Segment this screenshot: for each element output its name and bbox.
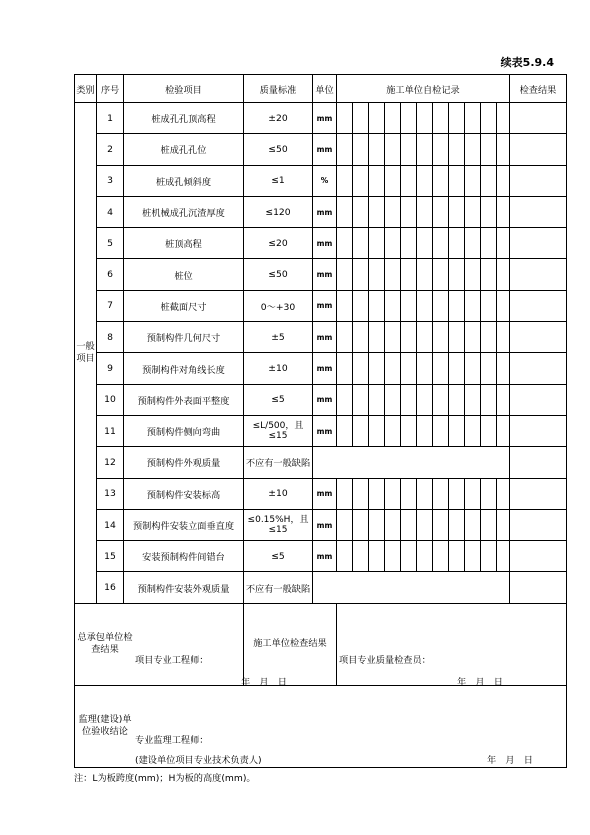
row-number: 12: [97, 447, 124, 478]
record-cell[interactable]: [465, 290, 481, 321]
record-cell[interactable]: [385, 259, 401, 290]
record-cell[interactable]: [433, 165, 449, 196]
table-row: [75, 353, 567, 384]
row-standard: ≤0.15%H，且≤15: [244, 509, 313, 540]
record-cell[interactable]: [497, 134, 510, 165]
record-cell[interactable]: [497, 228, 510, 259]
record-cell[interactable]: [449, 478, 465, 509]
record-cell[interactable]: [385, 322, 401, 353]
row-number: 3: [97, 165, 124, 196]
row-item: 预制构件安装立面垂直度: [124, 509, 244, 540]
row-number: 15: [97, 541, 124, 572]
row-number: 4: [97, 196, 124, 227]
row-unit: mm: [313, 134, 337, 165]
row-item: 预制构件侧向弯曲: [124, 415, 244, 446]
record-cell[interactable]: [449, 541, 465, 572]
record-cell[interactable]: [465, 415, 481, 446]
record-cell[interactable]: [353, 228, 369, 259]
record-cell[interactable]: [449, 509, 465, 540]
record-cell[interactable]: [385, 103, 401, 134]
record-cell[interactable]: [401, 103, 417, 134]
record-cell[interactable]: [465, 478, 481, 509]
table-row: [75, 384, 567, 415]
row-standard: 0～+30: [244, 290, 313, 321]
record-cell[interactable]: [337, 353, 353, 384]
record-cell[interactable]: [433, 290, 449, 321]
table-row: [75, 134, 567, 165]
row-standard: 不应有一般缺陷: [244, 447, 313, 478]
row-unit: mm: [313, 384, 337, 415]
row-number: 13: [97, 478, 124, 509]
supervision-engineer: 专业监理工程师：: [135, 734, 209, 746]
record-cell[interactable]: [337, 290, 353, 321]
record-cell[interactable]: [497, 509, 510, 540]
record-cell[interactable]: [481, 165, 497, 196]
record-cell[interactable]: [401, 228, 417, 259]
row-item: 预制构件外表面平整度: [124, 384, 244, 415]
record-cell[interactable]: [401, 290, 417, 321]
construction-block: [337, 603, 567, 688]
row-standard: ±5: [244, 322, 313, 353]
record-cell[interactable]: [433, 541, 449, 572]
result-cell[interactable]: [510, 478, 567, 509]
record-cell[interactable]: [337, 509, 353, 540]
record-cell[interactable]: [337, 541, 353, 572]
construction-label-cell: [244, 603, 337, 685]
result-cell[interactable]: [510, 572, 567, 603]
record-cell[interactable]: [465, 322, 481, 353]
record-cell[interactable]: [433, 228, 449, 259]
table-row: [75, 572, 567, 603]
record-cell[interactable]: [401, 541, 417, 572]
record-cell[interactable]: [369, 353, 385, 384]
record-cell[interactable]: [481, 322, 497, 353]
table-row: [75, 228, 567, 259]
record-cell[interactable]: [337, 322, 353, 353]
record-cell[interactable]: [417, 322, 433, 353]
record-cell[interactable]: [369, 103, 385, 134]
record-cell[interactable]: [417, 290, 433, 321]
record-cell[interactable]: [401, 478, 417, 509]
record-cell[interactable]: [337, 478, 353, 509]
record-cell[interactable]: [337, 196, 353, 227]
header-result: 检查结果: [510, 75, 567, 103]
record-cell[interactable]: [417, 541, 433, 572]
result-cell[interactable]: [510, 196, 567, 227]
record-cell[interactable]: [353, 509, 369, 540]
record-cell[interactable]: [401, 353, 417, 384]
record-cell[interactable]: [401, 415, 417, 446]
record-cell[interactable]: [401, 165, 417, 196]
record-cell[interactable]: [417, 103, 433, 134]
record-cell[interactable]: [497, 478, 510, 509]
record-cell[interactable]: [449, 415, 465, 446]
row-item: 预制构件外观质量: [124, 447, 244, 478]
signature-row-contractor: [75, 603, 567, 685]
record-cell[interactable]: [337, 134, 353, 165]
record-cell[interactable]: [369, 384, 385, 415]
record-cell[interactable]: [417, 165, 433, 196]
row-number: 2: [97, 134, 124, 165]
row-standard: ≤5: [244, 541, 313, 572]
record-cell[interactable]: [353, 134, 369, 165]
record-cell[interactable]: [433, 259, 449, 290]
table-row: [75, 478, 567, 509]
row-number: 16: [97, 572, 124, 603]
record-cell[interactable]: [433, 415, 449, 446]
row-unit: mm: [313, 509, 337, 540]
record-cell[interactable]: [433, 103, 449, 134]
record-cell[interactable]: [385, 290, 401, 321]
record-cell[interactable]: [433, 384, 449, 415]
table-row: [75, 290, 567, 321]
record-cell[interactable]: [481, 259, 497, 290]
record-cell[interactable]: [353, 415, 369, 446]
record-cell[interactable]: [465, 509, 481, 540]
record-cell[interactable]: [401, 509, 417, 540]
record-cell[interactable]: [465, 134, 481, 165]
row-standard: ≤50: [244, 259, 313, 290]
result-cell[interactable]: [510, 103, 567, 134]
row-number: 1: [97, 103, 124, 134]
record-cell[interactable]: [449, 228, 465, 259]
row-unit: mm: [313, 415, 337, 446]
record-cell[interactable]: [465, 353, 481, 384]
record-cell[interactable]: [385, 541, 401, 572]
record-cell[interactable]: [417, 478, 433, 509]
record-cell[interactable]: [417, 353, 433, 384]
row-number: 11: [97, 415, 124, 446]
row-unit: mm: [313, 322, 337, 353]
record-cell[interactable]: [433, 196, 449, 227]
record-cell[interactable]: [449, 165, 465, 196]
record-cell[interactable]: [417, 228, 433, 259]
row-item: 预制构件安装标高: [124, 478, 244, 509]
record-cell[interactable]: [481, 509, 497, 540]
record-cell[interactable]: [481, 103, 497, 134]
record-cell[interactable]: [497, 322, 510, 353]
row-standard: ≤1: [244, 165, 313, 196]
table-row: [75, 103, 567, 134]
row-standard: ±20: [244, 103, 313, 134]
table-row: [75, 322, 567, 353]
record-cell[interactable]: [337, 165, 353, 196]
record-cell[interactable]: [385, 196, 401, 227]
result-cell[interactable]: [510, 384, 567, 415]
row-item: 预制构件安装外观质量: [124, 572, 244, 603]
record-cell[interactable]: [353, 259, 369, 290]
record-cell[interactable]: [417, 134, 433, 165]
record-cell[interactable]: [497, 165, 510, 196]
inspection-table: [74, 74, 567, 768]
row-unit: mm: [313, 353, 337, 384]
record-cell[interactable]: [417, 259, 433, 290]
record-cell[interactable]: [497, 103, 510, 134]
record-cell[interactable]: [353, 384, 369, 415]
record-cell[interactable]: [369, 541, 385, 572]
record-cell[interactable]: [369, 415, 385, 446]
row-unit: mm: [313, 103, 337, 134]
row-item: 桩位: [124, 259, 244, 290]
contractor-engineer: 项目专业工程师：: [135, 654, 209, 666]
record-cell[interactable]: [353, 353, 369, 384]
record-cell[interactable]: [481, 290, 497, 321]
row-unit: mm: [313, 541, 337, 572]
record-cell[interactable]: [369, 196, 385, 227]
record-cell[interactable]: [385, 509, 401, 540]
record-cell[interactable]: [465, 259, 481, 290]
record-cell[interactable]: [449, 353, 465, 384]
record-cell[interactable]: [369, 165, 385, 196]
record-cell[interactable]: [497, 290, 510, 321]
result-cell[interactable]: [510, 165, 567, 196]
row-standard: ±10: [244, 478, 313, 509]
contractor-block: [75, 603, 287, 688]
table-row: [75, 447, 567, 478]
header-category: 类别: [75, 75, 97, 103]
row-item: 桩机械成孔沉渣厚度: [124, 196, 244, 227]
row-item: 安装预制构件间错台: [124, 541, 244, 572]
record-cell[interactable]: [497, 196, 510, 227]
record-cell[interactable]: [353, 103, 369, 134]
record-cell[interactable]: [353, 196, 369, 227]
row-number: 6: [97, 259, 124, 290]
record-cell[interactable]: [417, 196, 433, 227]
row-item: 桩成孔孔顶高程: [124, 103, 244, 134]
row-number: 8: [97, 322, 124, 353]
record-cell[interactable]: [337, 228, 353, 259]
record-cell[interactable]: [481, 134, 497, 165]
record-cell[interactable]: [385, 415, 401, 446]
row-unit: mm: [313, 259, 337, 290]
record-cell[interactable]: [465, 103, 481, 134]
record-cell[interactable]: [401, 134, 417, 165]
record-cell[interactable]: [385, 478, 401, 509]
record-cell[interactable]: [337, 384, 353, 415]
result-cell[interactable]: [510, 541, 567, 572]
record-cell[interactable]: [465, 196, 481, 227]
record-cell[interactable]: [417, 415, 433, 446]
record-cell[interactable]: [481, 353, 497, 384]
record-cell[interactable]: [353, 478, 369, 509]
row-number: 14: [97, 509, 124, 540]
result-cell[interactable]: [510, 509, 567, 540]
record-cell[interactable]: [433, 478, 449, 509]
header-seq: 序号: [97, 75, 124, 103]
record-cell[interactable]: [337, 259, 353, 290]
row-number: 7: [97, 290, 124, 321]
row-standard: ≤5: [244, 384, 313, 415]
category-cell: 一般项目: [75, 103, 97, 604]
record-cell[interactable]: [369, 259, 385, 290]
supervision-label: 监理(建设)单位验收结论: [78, 714, 132, 738]
record-cell[interactable]: [481, 541, 497, 572]
footnote: 注：L为板跨度(mm)；H为板的高度(mm)。: [74, 773, 256, 784]
record-cell[interactable]: [369, 322, 385, 353]
record-cell[interactable]: [449, 259, 465, 290]
contractor-date: 年 月 日: [241, 676, 287, 688]
record-cell[interactable]: [481, 478, 497, 509]
record-cell[interactable]: [449, 134, 465, 165]
row-number: 10: [97, 384, 124, 415]
supervision-block: [75, 685, 567, 767]
record-cell[interactable]: [385, 353, 401, 384]
record-cell[interactable]: [385, 228, 401, 259]
result-cell[interactable]: [510, 322, 567, 353]
construction-inspector: 项目专业质量检查员：: [339, 654, 431, 666]
row-number: 9: [97, 353, 124, 384]
record-cell[interactable]: [401, 322, 417, 353]
record-cell[interactable]: [417, 384, 433, 415]
record-cell[interactable]: [353, 541, 369, 572]
row-item: 桩成孔倾斜度: [124, 165, 244, 196]
record-cell[interactable]: [369, 134, 385, 165]
row-number: 5: [97, 228, 124, 259]
record-cell[interactable]: [369, 290, 385, 321]
record-cell[interactable]: [465, 541, 481, 572]
row-item: 桩成孔孔位: [124, 134, 244, 165]
record-cell[interactable]: [401, 259, 417, 290]
record-cell[interactable]: [433, 509, 449, 540]
row-item: 桩截面尺寸: [124, 290, 244, 321]
record-cell[interactable]: [433, 353, 449, 384]
record-cell[interactable]: [449, 290, 465, 321]
record-area[interactable]: [313, 447, 510, 478]
row-item: 预制构件对角线长度: [124, 353, 244, 384]
header-unit: 单位: [313, 75, 337, 103]
record-cell[interactable]: [449, 384, 465, 415]
continuation-label: 续表5.9.4: [500, 56, 554, 69]
record-cell[interactable]: [369, 509, 385, 540]
record-cell[interactable]: [481, 228, 497, 259]
construction-label: 施工单位检查结果: [253, 638, 327, 650]
record-cell[interactable]: [497, 259, 510, 290]
header-item: 检验项目: [124, 75, 244, 103]
record-cell[interactable]: [481, 196, 497, 227]
row-standard: ±10: [244, 353, 313, 384]
row-unit: %: [313, 165, 337, 196]
table-row: [75, 541, 567, 572]
result-cell[interactable]: [510, 228, 567, 259]
result-cell[interactable]: [510, 259, 567, 290]
row-standard: 不应有一般缺陷: [244, 572, 313, 603]
row-standard: ≤L/500，且≤15: [244, 415, 313, 446]
record-cell[interactable]: [449, 103, 465, 134]
result-cell[interactable]: [510, 415, 567, 446]
table-row: [75, 509, 567, 540]
row-unit: mm: [313, 290, 337, 321]
supervision-date: 年 月 日: [487, 754, 533, 766]
record-cell[interactable]: [417, 509, 433, 540]
header-standard: 质量标准: [244, 75, 313, 103]
record-cell[interactable]: [449, 322, 465, 353]
contractor-label: 总承包单位检查结果: [77, 632, 133, 656]
record-cell[interactable]: [497, 541, 510, 572]
record-cell[interactable]: [369, 478, 385, 509]
construction-date: 年 月 日: [457, 676, 503, 688]
record-cell[interactable]: [385, 165, 401, 196]
row-unit: mm: [313, 228, 337, 259]
header-row: [75, 75, 567, 103]
record-cell[interactable]: [481, 415, 497, 446]
result-cell[interactable]: [510, 290, 567, 321]
supervision-owner: (建设单位项目专业技术负责人): [135, 754, 262, 766]
row-standard: ≤20: [244, 228, 313, 259]
record-cell[interactable]: [465, 165, 481, 196]
record-cell[interactable]: [353, 165, 369, 196]
record-cell[interactable]: [481, 384, 497, 415]
signature-row-supervision: [75, 685, 567, 767]
result-cell[interactable]: [510, 134, 567, 165]
row-standard: ≤120: [244, 196, 313, 227]
record-cell[interactable]: [497, 384, 510, 415]
record-area[interactable]: [313, 572, 510, 603]
record-cell[interactable]: [353, 290, 369, 321]
table-row: [75, 196, 567, 227]
row-item: 预制构件几何尺寸: [124, 322, 244, 353]
result-cell[interactable]: [510, 447, 567, 478]
result-cell[interactable]: [510, 353, 567, 384]
row-item: 桩顶高程: [124, 228, 244, 259]
record-cell[interactable]: [337, 103, 353, 134]
record-cell[interactable]: [433, 322, 449, 353]
record-cell[interactable]: [385, 384, 401, 415]
row-standard: ≤50: [244, 134, 313, 165]
record-cell[interactable]: [401, 196, 417, 227]
record-cell[interactable]: [465, 384, 481, 415]
record-cell[interactable]: [369, 228, 385, 259]
row-unit: mm: [313, 196, 337, 227]
record-cell[interactable]: [465, 228, 481, 259]
record-cell[interactable]: [337, 415, 353, 446]
record-cell[interactable]: [497, 415, 510, 446]
record-cell[interactable]: [401, 384, 417, 415]
record-cell[interactable]: [433, 134, 449, 165]
record-cell[interactable]: [353, 322, 369, 353]
record-cell[interactable]: [497, 353, 510, 384]
row-unit: mm: [313, 478, 337, 509]
header-record: 施工单位自检记录: [337, 75, 510, 103]
table-row: [75, 259, 567, 290]
record-cell[interactable]: [385, 134, 401, 165]
table-row: [75, 415, 567, 446]
record-cell[interactable]: [449, 196, 465, 227]
table-row: [75, 165, 567, 196]
